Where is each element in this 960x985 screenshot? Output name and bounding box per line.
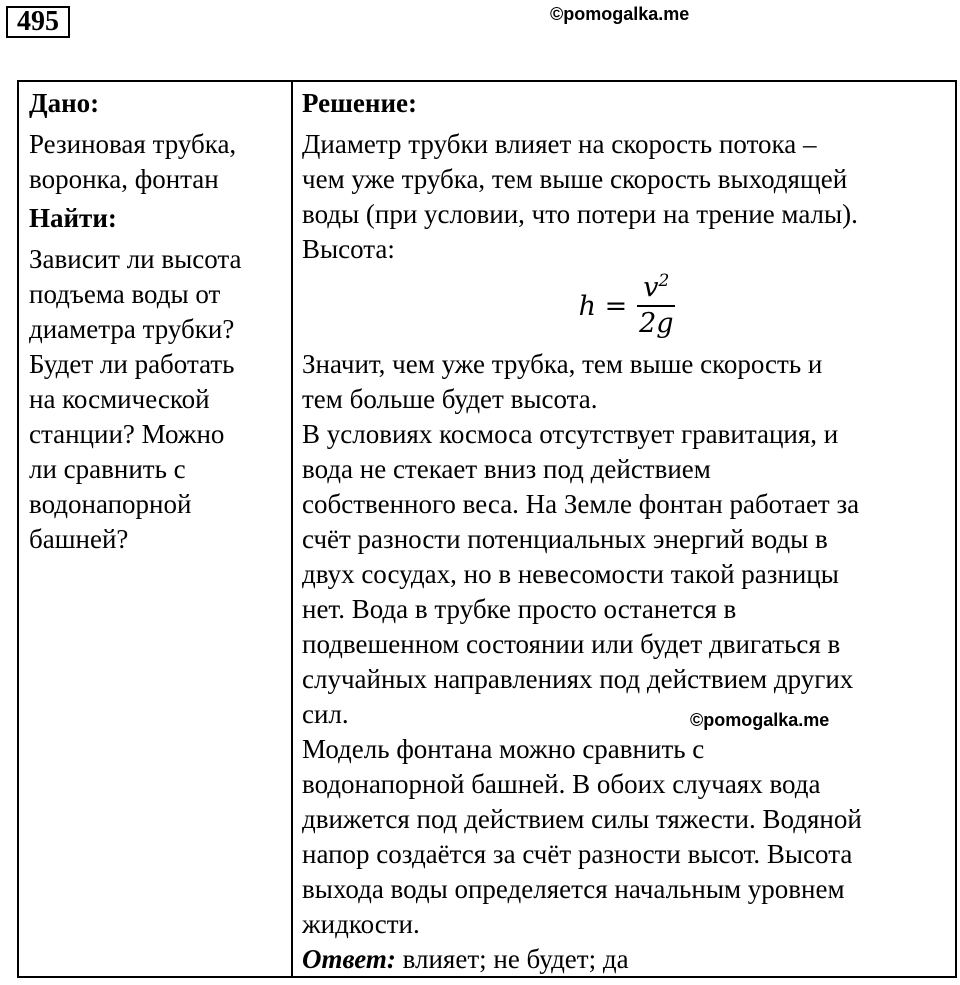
- given-line: Резиновая трубка,: [29, 129, 237, 159]
- solution-line: выхода воды определяется начальным уровнем: [302, 874, 845, 904]
- problem-number: 495: [6, 6, 70, 38]
- formula-fraction: [637, 271, 675, 341]
- solution-line: двух сосудах, но в невесомости такой разницы: [302, 559, 839, 589]
- solution-line: Модель фонтана можно сравнить с: [302, 734, 705, 764]
- find-line: Будет ли работать: [29, 349, 235, 379]
- solution-line: Диаметр трубки влияет на скорость потока –: [302, 129, 817, 159]
- find-line: Зависит ли высота: [29, 244, 242, 274]
- watermark-top: ©pomogalka.me: [550, 4, 690, 24]
- solution-line: движется под действием силы тяжести. Водяной: [302, 804, 862, 834]
- solution-line: тем больше будет высота.: [302, 384, 598, 414]
- height-formula: [302, 267, 952, 345]
- solution-line: воды (при условии, что потери на трение малы).: [302, 199, 858, 229]
- given-line: воронка, фонтан: [29, 164, 219, 194]
- find-line: диаметра трубки?: [29, 314, 235, 344]
- solution-line: вода не стекает вниз под действием: [302, 454, 711, 484]
- answer-label: Ответ:: [302, 944, 396, 974]
- solution-line: В условиях космоса отсутствует гравитация, и: [302, 419, 839, 449]
- find-heading: Найти:: [29, 203, 117, 233]
- formula-numerator: $v^2$: [637, 271, 675, 307]
- solution-line: счёт разности потенциальных энергий воды в: [302, 524, 828, 554]
- find-line: подъема воды от: [29, 279, 221, 309]
- solution-line: нет. Вода в трубке просто останется в: [302, 594, 737, 624]
- column-divider: [291, 82, 293, 976]
- solution-line: Высота:: [302, 234, 395, 264]
- find-line: станции? Можно: [29, 419, 225, 449]
- find-line: ли сравнить с: [29, 454, 186, 484]
- solution-table: [17, 80, 957, 978]
- watermark-middle: ©pomogalka.me: [690, 710, 830, 730]
- formula-exponent: 2: [658, 271, 670, 291]
- answer-text: влияет; не будет; да: [395, 944, 629, 974]
- find-line: башней?: [29, 524, 129, 554]
- solution-line: жидкости.: [302, 909, 420, 939]
- solution-line: сил.: [302, 699, 349, 729]
- find-line: водонапорной: [29, 489, 192, 519]
- solution-line: чем уже трубка, тем выше скорость выходящей: [302, 164, 848, 194]
- solution-line: случайных направлениях под действием других: [302, 664, 854, 694]
- solution-line: собственного веса. На Земле фонтан работает за: [302, 489, 860, 519]
- solution-heading: Решение:: [302, 88, 417, 118]
- find-line: на космической: [29, 384, 210, 414]
- solution-line: подвешенном состоянии или будет двигаться в: [302, 629, 841, 659]
- solution-line: напор создаётся за счёт разности высот. Высота: [302, 839, 853, 869]
- given-heading: Дано:: [29, 88, 100, 118]
- solution-column: [302, 86, 952, 977]
- solution-line: Значит, чем уже трубка, тем выше скорость и: [302, 349, 823, 379]
- answer-line: [302, 942, 952, 977]
- formula-lhs: h =: [578, 290, 628, 322]
- solution-line: водонапорной башней. В обоих случаях вода: [302, 769, 821, 799]
- given-column: [29, 86, 284, 557]
- formula-denominator: 2g: [639, 308, 674, 339]
